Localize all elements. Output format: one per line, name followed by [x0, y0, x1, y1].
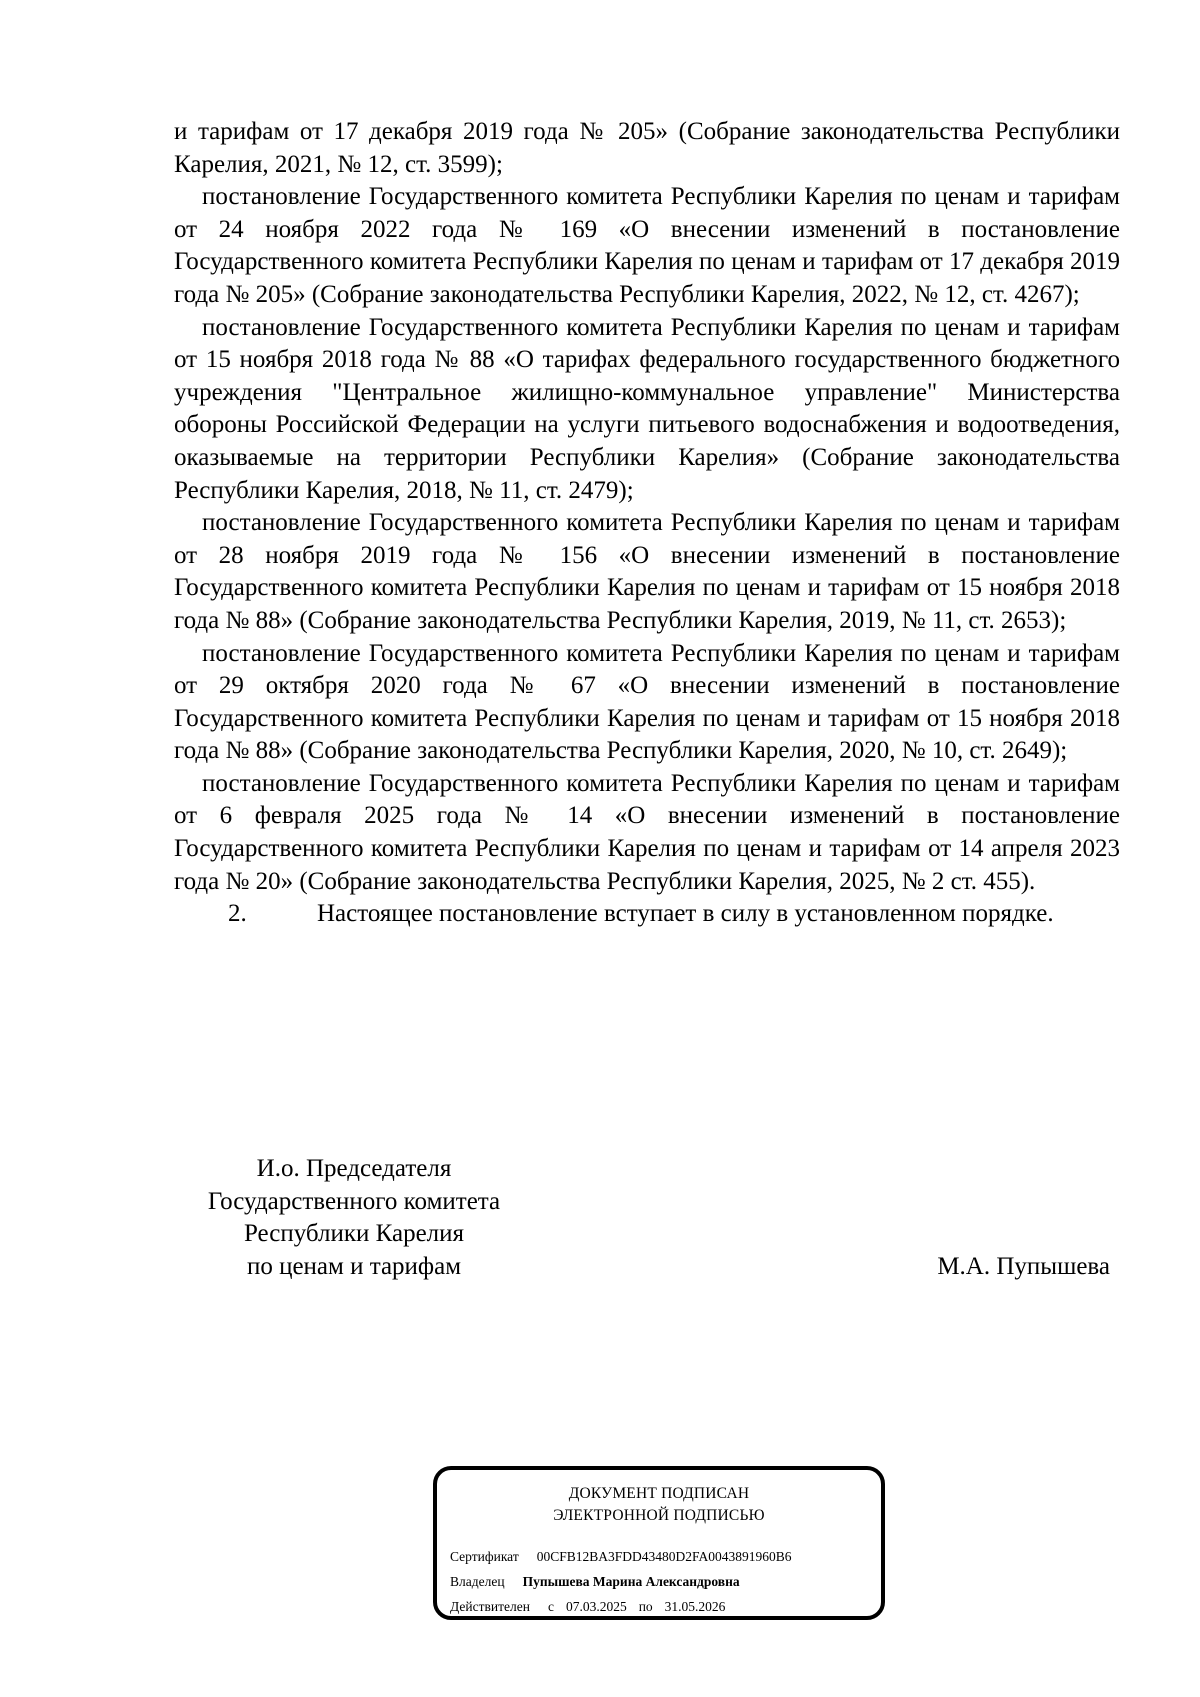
valid-to: 31.05.2026	[664, 1599, 726, 1614]
paragraph-resolution-2020-67: постановление Государственного комитета Республики Карелия по ценам и тарифам от 29 октября 2020 года № 67 «О внесении изменений в постановление Государственного комитета Республики Карелия по ценам и тарифам от 15 ноября 2018 года № 88» (Собрание законодательства Республики Карелия, 2020, № 10, ст. 2649);	[174, 639, 1120, 765]
paragraph-resolution-2019-156: постановление Государственного комитета Республики Карелия по ценам и тарифам от 28 ноября 2019 года № 156 «О внесении изменений в постановление Государственного комитета Республики Карелия по ценам и тарифам от 15 ноября 2018 года № 88» (Собрание законодательства Республики Карелия, 2019, № 11, ст. 2653);	[174, 509, 1120, 634]
valid-label: Действителен	[450, 1599, 530, 1614]
owner-label: Владелец	[450, 1574, 505, 1589]
document-body	[174, 116, 1120, 931]
paragraph-resolution-2025-14: постановление Государственного комитета Республики Карелия по ценам и тарифам от 6 февраля 2025 года № 14 «О внесении изменений в постановление Государственного комитета Республики Карелия по ценам и тарифам от 14 апреля 2023 года № 20» (Собрание законодательства Республики Карелия, 2025, № 2 ст. 455).	[174, 769, 1120, 895]
item-text: Настоящее постановление вступает в силу в установленном порядке.	[317, 900, 1054, 928]
signatory-name: М.А. Пупышева	[937, 1252, 1110, 1280]
signatory-title-line: Государственного комитета	[207, 1187, 501, 1215]
paragraph-resolution-2022-169: постановление Государственного комитета Республики Карелия по ценам и тарифам от 24 ноября 2022 года № 169 «О внесении изменений в постановление Государственного комитета Республики Карелия по ценам и тарифам от 17 декабря 2019 года № 205» (Собрание законодательства Республики Карелия, 2022, № 12, ст. 4267);	[174, 183, 1120, 308]
electronic-signature-stamp	[433, 1466, 885, 1620]
stamp-header-line: ДОКУМЕНТ ПОДПИСАН	[568, 1485, 750, 1502]
stamp-header	[437, 1483, 881, 1527]
valid-from-prefix: с	[547, 1599, 554, 1614]
signatory-title-line: И.о. Председателя	[256, 1155, 452, 1182]
stamp-row-owner	[450, 1569, 871, 1594]
signatory-title-line: по ценам и тарифам	[246, 1252, 462, 1280]
paragraph-resolution-2018-88: постановление Государственного комитета Республики Карелия по ценам и тарифам от 15 ноября 2018 года № 88 «О тарифах федерального государственного бюджетного учреждения "Центральное жилищно-коммунальное управление" Министерства обороны Российской Федерации на услуги питьевого водоснабжения и водоотведения, оказываемые на территории Республики Карелия» (Собрание законодательства Республики Карелия, 2018, № 11, ст. 2479);	[174, 313, 1120, 504]
numbered-item-2	[174, 898, 1120, 931]
stamp-row-validity	[450, 1594, 871, 1619]
stamp-row-certificate	[450, 1544, 871, 1569]
owner-value: Пупышева Марина Александровна	[522, 1574, 740, 1589]
certificate-label: Сертификат	[450, 1549, 519, 1564]
stamp-header-line: ЭЛЕКТРОННОЙ ПОДПИСЬЮ	[553, 1507, 765, 1524]
stamp-details	[450, 1544, 871, 1619]
certificate-value: 00CFB12BA3FDD43480D2FA0043891960B6	[536, 1549, 792, 1564]
item-number: 2.	[228, 900, 247, 928]
signatory-title-line: Республики Карелия	[243, 1220, 465, 1248]
paragraph-continuation: и тарифам от 17 декабря 2019 года № 205» (Собрание законодательства Республики Карелия, 2021, № 12, ст. 3599);	[174, 118, 1120, 178]
signatory-title	[174, 1153, 534, 1283]
valid-to-prefix: по	[638, 1599, 653, 1614]
valid-from: 07.03.2025	[565, 1599, 627, 1614]
